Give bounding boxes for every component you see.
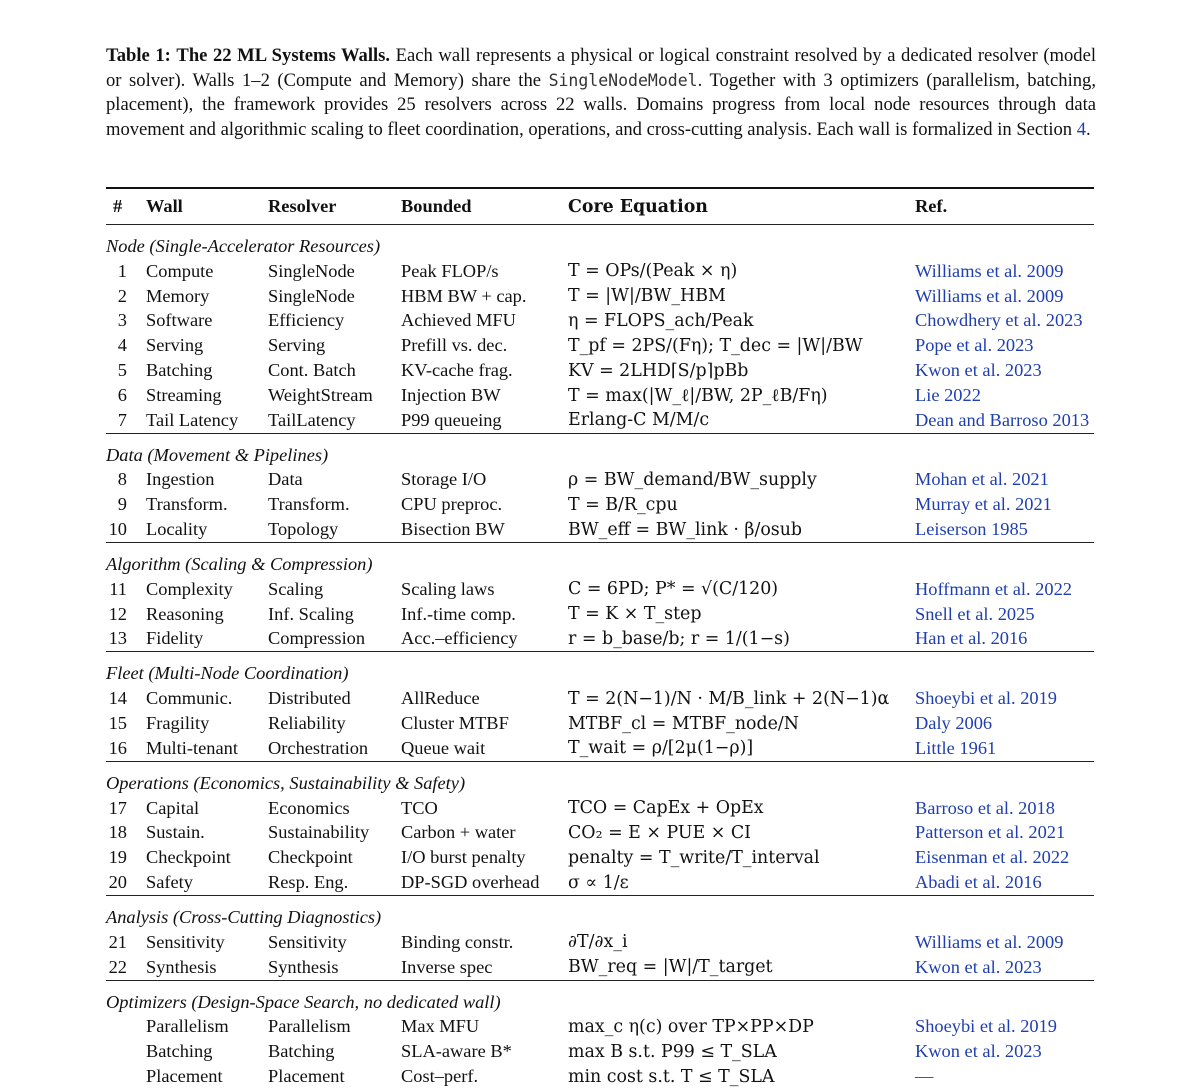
row-resolver: Orchestration bbox=[268, 737, 369, 758]
row-wall: Safety bbox=[146, 872, 193, 893]
walls-table bbox=[106, 187, 1094, 1089]
row-bounded: Inf.-time comp. bbox=[401, 603, 516, 624]
row-ref[interactable]: Williams et al. 2009 bbox=[915, 260, 1064, 281]
row-wall: Synthesis bbox=[146, 956, 217, 977]
section-title: Optimizers (Design-Space Search, no dedicated wall) bbox=[106, 991, 501, 1012]
row-ref[interactable]: Dean and Barroso 2013 bbox=[915, 409, 1090, 430]
row-ref[interactable]: Hoffmann et al. 2022 bbox=[915, 578, 1072, 599]
row-ref[interactable]: Shoeybi et al. 2019 bbox=[915, 688, 1057, 709]
caption-label: Table 1: bbox=[106, 45, 171, 66]
row-resolver: Data bbox=[268, 469, 303, 490]
row-num: 8 bbox=[117, 469, 127, 490]
row-num: 21 bbox=[108, 931, 127, 952]
table-row bbox=[106, 259, 1094, 284]
row-num: 2 bbox=[117, 285, 127, 306]
row-bounded: Prefill vs. dec. bbox=[401, 335, 508, 356]
row-bounded: P99 queueing bbox=[401, 409, 502, 430]
row-bounded: Storage I/O bbox=[401, 469, 487, 490]
row-equation: T = |W|/BW_HBM bbox=[568, 286, 726, 307]
row-wall: Batching bbox=[146, 360, 213, 381]
row-resolver: Checkpoint bbox=[268, 847, 353, 868]
row-resolver: Scaling bbox=[268, 578, 324, 599]
row-equation: r = b_base/b; r = 1/(1−s) bbox=[568, 628, 790, 649]
row-wall: Software bbox=[146, 310, 213, 331]
row-resolver: Economics bbox=[268, 797, 350, 818]
row-wall: Reasoning bbox=[146, 603, 224, 624]
row-equation: σ ∝ 1/ε bbox=[568, 872, 629, 893]
row-bounded: Inverse spec bbox=[401, 956, 493, 977]
row-equation: T = K × T_step bbox=[568, 604, 702, 625]
row-resolver: Placement bbox=[268, 1066, 345, 1087]
row-ref[interactable]: Abadi et al. 2016 bbox=[915, 872, 1042, 893]
row-resolver: Topology bbox=[268, 519, 339, 540]
row-ref[interactable]: Pope et al. 2023 bbox=[915, 335, 1034, 356]
table-row bbox=[106, 309, 1094, 334]
row-num: 22 bbox=[108, 956, 127, 977]
table-row bbox=[106, 517, 1094, 542]
row-ref[interactable]: Kwon et al. 2023 bbox=[915, 956, 1042, 977]
row-num: 11 bbox=[109, 578, 127, 599]
row-bounded: Scaling laws bbox=[401, 578, 495, 599]
row-num: 17 bbox=[108, 797, 127, 818]
row-equation: MTBF_cl = MTBF_node/N bbox=[568, 713, 799, 734]
row-num: 3 bbox=[117, 310, 127, 331]
table-row bbox=[106, 492, 1094, 517]
row-wall: Parallelism bbox=[146, 1016, 229, 1037]
table-row bbox=[106, 1064, 1094, 1089]
table-row bbox=[106, 627, 1094, 652]
row-num: 13 bbox=[108, 628, 127, 649]
row-wall: Sustain. bbox=[146, 822, 205, 843]
row-ref[interactable]: Han et al. 2016 bbox=[915, 628, 1028, 649]
row-equation: max_c η(c) over TP×PP×DP bbox=[568, 1016, 814, 1037]
table-row bbox=[106, 1039, 1094, 1064]
table-header bbox=[106, 189, 1094, 224]
table-row bbox=[106, 602, 1094, 627]
row-equation: Erlang-C M/M/c bbox=[568, 410, 710, 431]
row-wall: Multi-tenant bbox=[146, 737, 238, 758]
row-resolver: Synthesis bbox=[268, 956, 339, 977]
row-ref[interactable]: Murray et al. 2021 bbox=[915, 494, 1052, 515]
caption-text-b: . Together with 3 optimizers (parallelism, batching, placement), the framework provides 25 resolvers across 22 walls. Domains progress from local node resources through data movement and algorithmic scaling to fleet coordination, operations, and cross-cutting analysis. Each wall is formalized in Section bbox=[106, 69, 1096, 140]
table-row bbox=[106, 736, 1094, 761]
table-row bbox=[106, 383, 1094, 408]
table-row bbox=[106, 468, 1094, 493]
table-row bbox=[106, 821, 1094, 846]
header-resolver: Resolver bbox=[268, 196, 337, 216]
table-row bbox=[106, 577, 1094, 602]
row-resolver: SingleNode bbox=[268, 285, 355, 306]
row-num: 15 bbox=[108, 713, 127, 734]
table-section bbox=[106, 225, 1094, 434]
header-ref: Ref. bbox=[915, 196, 948, 216]
row-bounded: Cluster MTBF bbox=[401, 713, 509, 734]
row-equation: min cost s.t. T ≤ T_SLA bbox=[568, 1066, 775, 1087]
row-equation: η = FLOPS_ach/Peak bbox=[568, 310, 754, 331]
section-title: Data (Movement & Pipelines) bbox=[106, 444, 329, 465]
row-wall: Communic. bbox=[146, 688, 233, 709]
row-bounded: KV-cache frag. bbox=[401, 360, 513, 381]
row-wall: Streaming bbox=[146, 384, 222, 405]
row-ref[interactable]: Kwon et al. 2023 bbox=[915, 1041, 1042, 1062]
row-equation: BW_req = |W|/T_target bbox=[568, 957, 773, 978]
header-num: # bbox=[113, 196, 123, 216]
caption-text-a: Each wall represents a physical or logical constraint resolved by a dedicated resolver (model or solver). Walls 1–2 (Compute and Memory) share the bbox=[106, 45, 1097, 91]
table-row bbox=[106, 408, 1094, 433]
row-equation: ∂T/∂x_i bbox=[568, 932, 628, 953]
row-wall: Transform. bbox=[146, 494, 228, 515]
row-equation: T_wait = ρ/[2μ(1−ρ)] bbox=[568, 738, 754, 759]
row-equation: ρ = BW_demand/BW_supply bbox=[568, 469, 817, 490]
table-row bbox=[106, 284, 1094, 309]
row-bounded: DP-SGD overhead bbox=[401, 872, 540, 893]
table-section bbox=[106, 543, 1094, 652]
table-row bbox=[106, 358, 1094, 383]
row-bounded: AllReduce bbox=[401, 688, 480, 709]
row-bounded: TCO bbox=[401, 797, 438, 818]
row-wall: Sensitivity bbox=[146, 931, 225, 952]
row-equation: TCO = CapEx + OpEx bbox=[568, 798, 764, 819]
row-bounded: Achieved MFU bbox=[401, 310, 516, 331]
row-num: 14 bbox=[108, 688, 127, 709]
table-caption bbox=[106, 44, 1096, 142]
row-bounded: Carbon + water bbox=[401, 822, 516, 843]
row-bounded: Binding constr. bbox=[401, 931, 514, 952]
row-resolver: Batching bbox=[268, 1041, 335, 1062]
row-wall: Locality bbox=[146, 519, 208, 540]
row-wall: Fragility bbox=[146, 713, 210, 734]
row-ref[interactable]: Kwon et al. 2023 bbox=[915, 360, 1042, 381]
row-equation: CO₂ = E × PUE × CI bbox=[568, 822, 752, 843]
table-section bbox=[106, 981, 1094, 1089]
row-num: 5 bbox=[117, 360, 127, 381]
row-num: 7 bbox=[117, 409, 127, 430]
section-title: Analysis (Cross-Cutting Diagnostics) bbox=[106, 906, 382, 927]
row-resolver: Sustainability bbox=[268, 822, 370, 843]
row-resolver: Transform. bbox=[268, 494, 350, 515]
row-num: 10 bbox=[108, 519, 127, 540]
row-ref[interactable]: Patterson et al. 2021 bbox=[915, 822, 1066, 843]
row-resolver: Inf. Scaling bbox=[268, 603, 354, 624]
row-resolver: Resp. Eng. bbox=[268, 872, 349, 893]
row-bounded: SLA-aware B* bbox=[401, 1041, 512, 1062]
row-resolver: SingleNode bbox=[268, 260, 355, 281]
row-ref[interactable]: Williams et al. 2009 bbox=[915, 285, 1064, 306]
row-wall: Checkpoint bbox=[146, 847, 231, 868]
row-bounded: Peak FLOP/s bbox=[401, 260, 499, 281]
row-equation: max B s.t. P99 ≤ T_SLA bbox=[568, 1041, 777, 1062]
caption-title: The 22 ML Systems Walls. bbox=[176, 45, 391, 66]
header-wall: Wall bbox=[146, 196, 183, 216]
row-ref[interactable]: Snell et al. 2025 bbox=[915, 603, 1035, 624]
row-equation: penalty = T_write/T_interval bbox=[568, 847, 820, 868]
row-ref[interactable]: Daly 2006 bbox=[915, 713, 993, 734]
row-resolver: WeightStream bbox=[268, 384, 373, 405]
row-wall: Capital bbox=[146, 797, 200, 818]
row-equation: C = 6PD; P* = √(C/120) bbox=[568, 579, 779, 600]
row-wall: Tail Latency bbox=[146, 409, 239, 430]
row-wall: Ingestion bbox=[146, 469, 215, 490]
row-ref[interactable]: Lie 2022 bbox=[915, 384, 981, 405]
table-row bbox=[106, 845, 1094, 870]
row-bounded: Bisection BW bbox=[401, 519, 505, 540]
table-section bbox=[106, 896, 1094, 981]
row-resolver: Parallelism bbox=[268, 1016, 351, 1037]
row-num: 4 bbox=[117, 335, 127, 356]
row-resolver: Sensitivity bbox=[268, 931, 347, 952]
row-wall: Batching bbox=[146, 1041, 213, 1062]
row-resolver: Compression bbox=[268, 628, 366, 649]
table-row bbox=[106, 711, 1094, 736]
table-row bbox=[106, 686, 1094, 711]
row-bounded: Max MFU bbox=[401, 1016, 480, 1037]
row-ref[interactable]: Shoeybi et al. 2019 bbox=[915, 1016, 1057, 1037]
section-title: Node (Single-Accelerator Resources) bbox=[106, 236, 381, 256]
row-wall: Serving bbox=[146, 335, 204, 356]
row-wall: Compute bbox=[146, 260, 214, 281]
row-num: 6 bbox=[117, 384, 127, 405]
header-equation: Core Equation bbox=[568, 196, 708, 217]
row-num: 9 bbox=[117, 494, 127, 515]
row-ref[interactable]: Leiserson 1985 bbox=[915, 519, 1028, 540]
row-equation: T = max(|W_ℓ|/BW, 2P_ℓB/Fη) bbox=[568, 385, 828, 406]
row-ref[interactable]: Chowdhery et al. 2023 bbox=[915, 310, 1083, 331]
row-bounded: Queue wait bbox=[401, 737, 486, 758]
table-row bbox=[106, 796, 1094, 821]
row-wall: Placement bbox=[146, 1066, 223, 1087]
row-bounded: Injection BW bbox=[401, 384, 501, 405]
row-resolver: TailLatency bbox=[268, 409, 356, 430]
row-ref[interactable]: Little 1961 bbox=[915, 737, 997, 758]
row-resolver: Distributed bbox=[268, 688, 351, 709]
row-equation: T = OPs/(Peak × η) bbox=[568, 261, 738, 282]
row-ref[interactable]: Barroso et al. 2018 bbox=[915, 797, 1055, 818]
row-resolver: Reliability bbox=[268, 713, 346, 734]
row-equation: BW_eff = BW_link · β/osub bbox=[568, 519, 803, 540]
row-bounded: Acc.–efficiency bbox=[401, 628, 518, 649]
row-ref[interactable]: Eisenman et al. 2022 bbox=[915, 847, 1070, 868]
row-wall: Fidelity bbox=[146, 628, 204, 649]
section-link[interactable]: 4 bbox=[1076, 118, 1087, 140]
row-num: 19 bbox=[108, 847, 127, 868]
caption-text-c: . bbox=[1086, 118, 1091, 140]
row-bounded: Cost–perf. bbox=[401, 1066, 479, 1087]
row-equation: T = 2(N−1)/N · M/B_link + 2(N−1)α bbox=[568, 688, 890, 709]
row-ref[interactable]: Mohan et al. 2021 bbox=[915, 469, 1049, 490]
row-equation: T = B/R_cpu bbox=[568, 494, 678, 515]
row-bounded: CPU preproc. bbox=[401, 494, 503, 515]
row-resolver: Efficiency bbox=[268, 310, 345, 331]
row-num: 1 bbox=[117, 260, 127, 281]
table-row bbox=[106, 333, 1094, 358]
row-wall: Memory bbox=[146, 285, 210, 306]
section-title: Fleet (Multi-Node Coordination) bbox=[106, 663, 349, 684]
row-ref[interactable]: Williams et al. 2009 bbox=[915, 931, 1064, 952]
table-section bbox=[106, 652, 1094, 761]
row-bounded: HBM BW + cap. bbox=[401, 285, 527, 306]
row-ref: — bbox=[915, 1066, 934, 1087]
row-bounded: I/O burst penalty bbox=[401, 847, 526, 868]
caption-code: SingleNodeModel bbox=[548, 70, 698, 90]
row-num: 20 bbox=[108, 872, 127, 893]
row-num: 18 bbox=[108, 822, 127, 843]
table-row bbox=[106, 955, 1094, 980]
table-section bbox=[106, 434, 1094, 543]
table-body bbox=[106, 225, 1094, 1089]
row-resolver: Cont. Batch bbox=[268, 360, 356, 381]
row-wall: Complexity bbox=[146, 578, 233, 599]
row-num: 16 bbox=[108, 737, 127, 758]
table-row bbox=[106, 930, 1094, 955]
row-equation: KV = 2LHD⌈S/p⌉pBb bbox=[568, 360, 749, 381]
section-title: Algorithm (Scaling & Compression) bbox=[106, 553, 373, 574]
row-resolver: Serving bbox=[268, 335, 326, 356]
header-bounded: Bounded bbox=[401, 196, 472, 216]
table-row bbox=[106, 870, 1094, 895]
row-equation: T_pf = 2PS/(Fη); T_dec = |W|/BW bbox=[568, 335, 863, 356]
row-num: 12 bbox=[108, 603, 127, 624]
section-title: Operations (Economics, Sustainability & Safety) bbox=[106, 772, 466, 793]
table-row bbox=[106, 1015, 1094, 1040]
table-section bbox=[106, 762, 1094, 896]
